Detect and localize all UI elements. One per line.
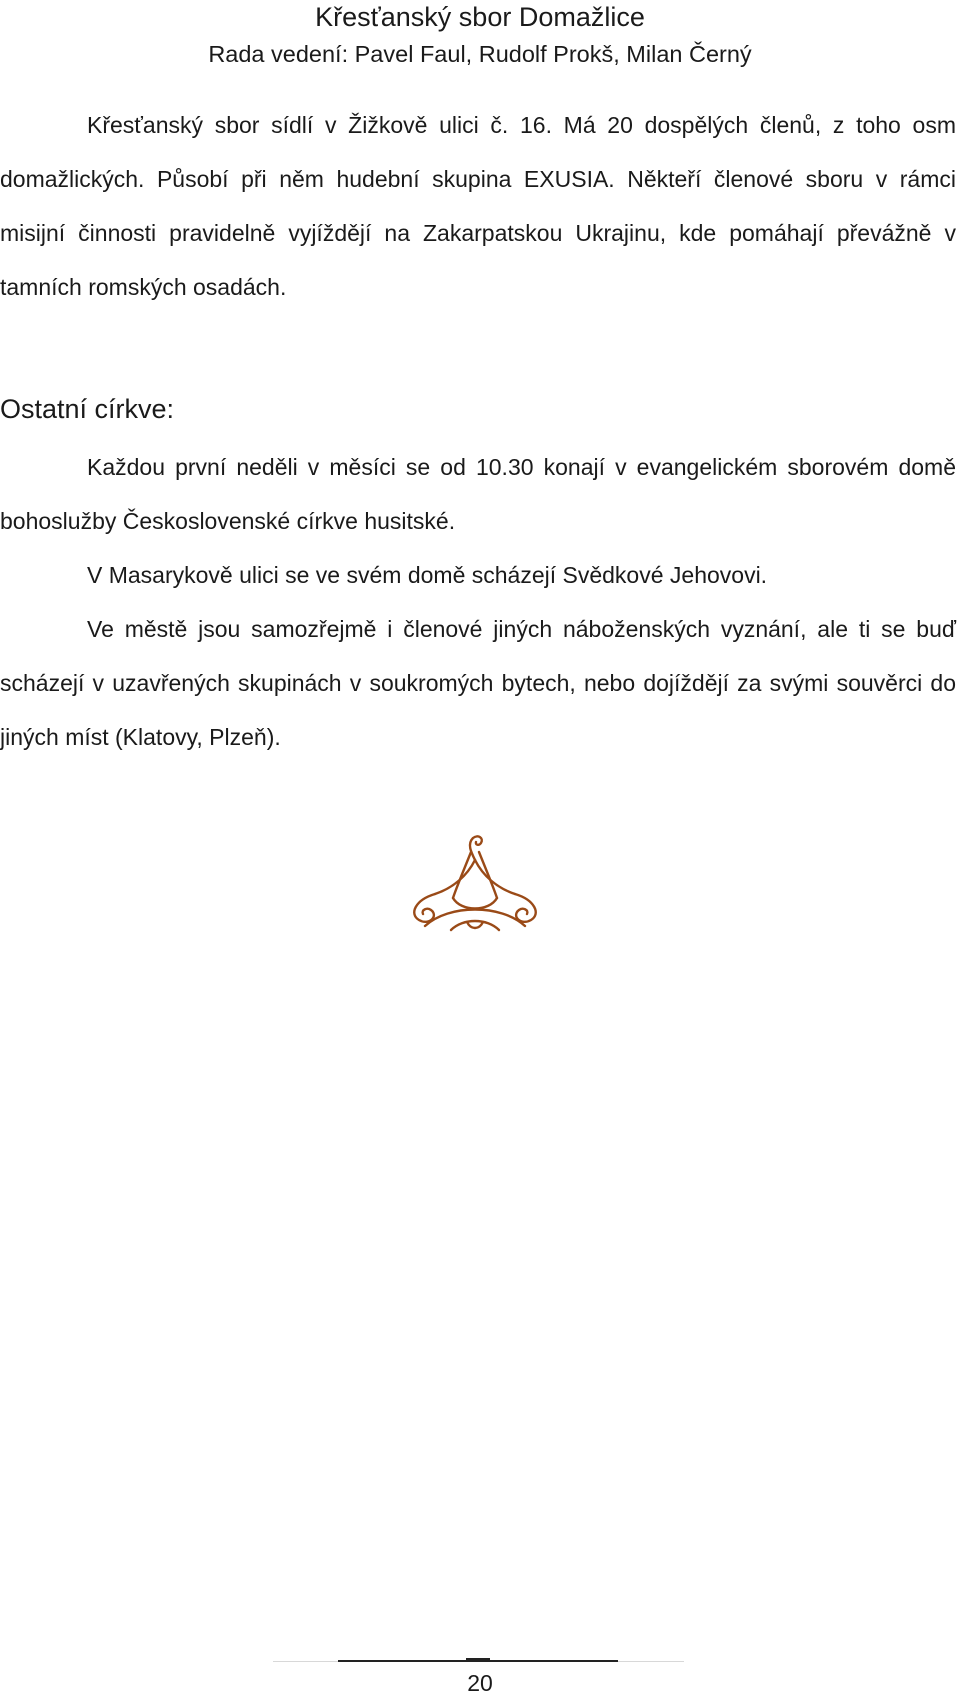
section-heading: Ostatní církve: — [0, 394, 175, 424]
page-header — [0, 0, 960, 70]
page-subtitle: Rada vedení: Pavel Faul, Rudolf Prokš, Milan Černý — [208, 41, 752, 67]
flourish-ornament-icon — [405, 830, 545, 940]
page-content — [0, 98, 956, 764]
footer-divider-accent — [466, 1658, 490, 1661]
page-title: Křesťanský sbor Domažlice — [315, 2, 645, 32]
paragraph-other-faiths: Ve městě jsou samozřejmě i členové jiných náboženských vyznání, ale ti se buď scházejí v uzavřených skupinách v soukromých bytech, nebo dojíždějí za svými souvěrci do jiných míst (Klatovy, Plzeň). — [0, 616, 956, 750]
intro-paragraph: Křesťanský sbor sídlí v Žižkově ulici č. 16. Má 20 dospělých členů, z toho osm domažlických. Působí při něm hudební skupina EXUSIA. Někteří členové sboru v rámci misijní činnosti pravidelně vyjíždějí na Zakarpatskou Ukrajinu, kde pomáhají převážně v tamních romských osadách. — [0, 112, 956, 300]
paragraph-husite: Každou první neděli v měsíci se od 10.30 konají v evangelickém sborovém domě bohoslužby Československé církve husitské. — [0, 454, 956, 534]
paragraph-jehovah: V Masarykově ulici se ve svém domě scházejí Svědkové Jehovovi. — [87, 562, 768, 588]
page-number: 20 — [467, 1670, 493, 1696]
